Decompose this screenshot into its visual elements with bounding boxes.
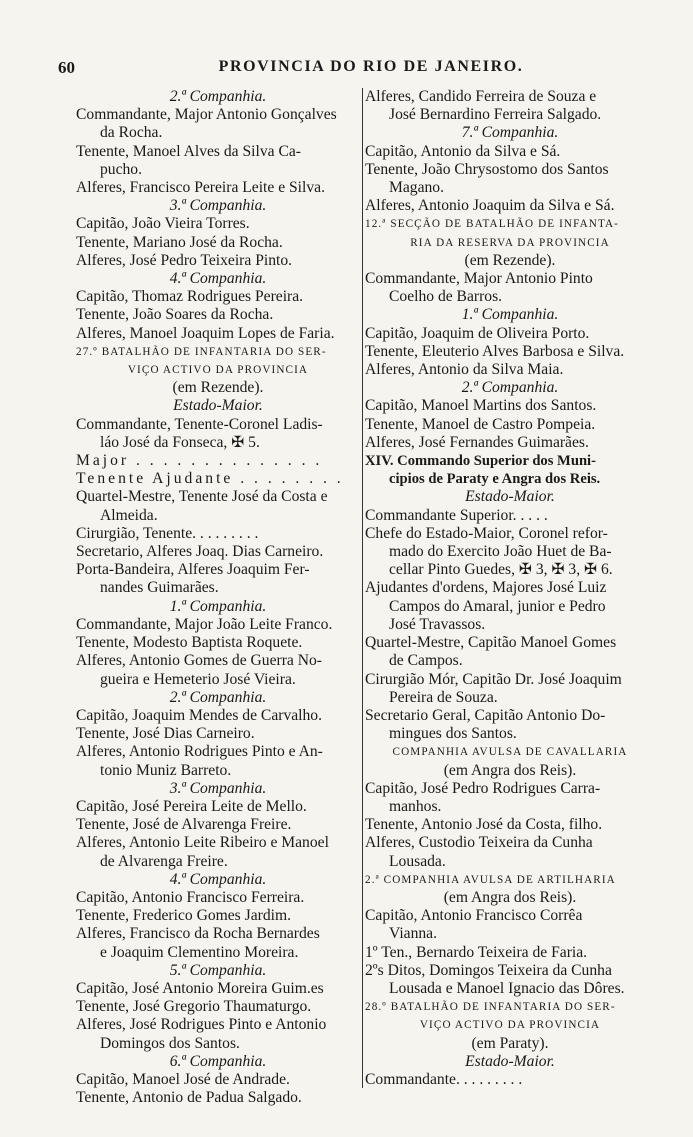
- text-line: Capitão, Antonio Francisco Ferreira.: [76, 888, 305, 906]
- text-line: Alferes, Antonio da Silva Maia.: [365, 361, 564, 379]
- text-line: de Campos.: [389, 652, 463, 670]
- text-line: Pereira de Souza.: [389, 688, 498, 706]
- text-line: Estado-Maior.: [465, 1052, 555, 1070]
- text-line: Capitão, Antonio Francisco Corrêa: [365, 907, 583, 925]
- text-line: Tenente Ajudante . . . . . . . .: [76, 470, 344, 488]
- text-line: Commandante, Major Antonio Pinto: [365, 270, 593, 288]
- text-line: Alferes, José Fernandes Guimarães.: [365, 433, 589, 451]
- text-line: 4.ª Companhia.: [169, 270, 267, 288]
- text-line: Cirurgião Mór, Capitão Dr. José Joaquim: [365, 670, 622, 688]
- text-line: Campos do Amaral, junior e Pedro: [389, 597, 606, 615]
- text-line: Tenente, Antonio José da Costa, filho.: [365, 816, 603, 834]
- text-line: Alferes, Antonio Gomes de Guerra No-: [76, 652, 322, 670]
- text-line: Alferes, José Pedro Teixeira Pinto.: [76, 251, 293, 269]
- text-line: Alferes, Candido Ferreira de Souza e: [365, 88, 597, 105]
- text-line: 3.ª Companhia.: [169, 197, 267, 215]
- text-line: Lousada e Manoel Ignacio das Dôres.: [389, 979, 625, 997]
- text-line: (em Angra dos Reis).: [443, 761, 577, 779]
- text-line: Commandante, Major Antonio Gonçalves: [76, 106, 337, 124]
- text-line: Porta-Bandeira, Alferes Joaquim Fer-: [76, 561, 310, 579]
- text-line: 1.ª Companhia.: [169, 597, 267, 615]
- text-line: (em Paraty).: [471, 1034, 549, 1052]
- text-line: Lousada.: [389, 852, 446, 870]
- text-line: RIA DA RESERVA DA PROVINCIA: [410, 236, 610, 249]
- text-line: láo José da Fonseca, ✠ 5.: [100, 433, 260, 451]
- text-line: 28.º BATALHÃO DE INFANTARIA DO SER-: [365, 1001, 616, 1014]
- text-line: Domingos dos Santos.: [100, 1034, 240, 1052]
- text-line: 1º Ten., Bernardo Teixeira de Faria.: [365, 943, 588, 961]
- text-line: Commandante, Tenente-Coronel Ladis-: [76, 415, 323, 433]
- text-line: Commandante Superior. . . . .: [365, 506, 548, 524]
- text-line: Tenente, José Dias Carneiro.: [76, 725, 255, 743]
- text-line: de Alvarenga Freire.: [100, 852, 228, 870]
- text-line: cellar Pinto Guedes, ✠ 3, ✠ 3, ✠ 6.: [389, 561, 613, 579]
- text-line: (em Rezende).: [464, 251, 556, 269]
- text-line: Alferes, Antonio Leite Ribeiro e Manoel: [76, 834, 329, 852]
- text-line: José Travassos.: [389, 615, 486, 633]
- text-line: VIÇO ACTIVO DA PROVINCIA: [419, 1019, 601, 1032]
- text-line: Secretario Geral, Capitão Antonio Do-: [365, 706, 606, 724]
- text-line: 2.ª Companhia.: [169, 88, 267, 105]
- text-line: Tenente, Antonio de Padua Salgado.: [76, 1089, 302, 1107]
- text-line: 5.ª Companhia.: [169, 961, 267, 979]
- page-header: [58, 58, 654, 84]
- text-line: XIV. Commando Superior dos Muni-: [365, 453, 596, 470]
- text-line: Capitão, Thomaz Rodrigues Pereira.: [76, 288, 304, 306]
- text-line: 2ºs Ditos, Domingos Teixeira da Cunha: [365, 961, 612, 979]
- text-line: Commandante, Major João Leite Franco.: [76, 615, 333, 633]
- text-line: VIÇO ACTIVO DA PROVINCIA: [127, 364, 309, 377]
- text-line: Alferes, Antonio Joaquim da Silva e Sá.: [365, 197, 615, 215]
- text-line: mingues dos Santos.: [389, 725, 517, 743]
- text-line: Tenente, João Soares da Rocha.: [76, 306, 274, 324]
- text-line: Capitão, José Pedro Rodrigues Carra-: [365, 779, 601, 797]
- text-line: Alferes, José Rodrigues Pinto e Antonio: [76, 1016, 327, 1034]
- text-line: manhos.: [389, 797, 442, 815]
- text-line: (em Angra dos Reis).: [443, 888, 577, 906]
- text-line: Tenente, Mariano José da Rocha.: [76, 233, 283, 251]
- text-line: Estado-Maior.: [173, 397, 263, 415]
- text-line: Vianna.: [389, 925, 437, 943]
- column-divider: [362, 88, 363, 1088]
- text-line: Tenente, Manoel de Castro Pompeia.: [365, 415, 596, 433]
- text-line: Magano.: [389, 179, 444, 197]
- text-line: Alferes, Francisco da Rocha Bernardes: [76, 925, 320, 943]
- text-line: 27.º BATALHÃO DE INFANTARIA DO SER-: [76, 345, 327, 358]
- text-line: Capitão, Antonio da Silva e Sá.: [365, 142, 561, 160]
- text-line: 2.ª COMPANHIA AVULSA DE ARTILHARIA: [365, 873, 616, 886]
- text-line: Capitão, João Vieira Torres.: [76, 215, 250, 233]
- text-line: Tenente, Manoel Alves da Silva Ca-: [76, 142, 301, 160]
- text-line: Quartel-Mestre, Tenente José da Costa e: [76, 488, 328, 506]
- text-line: Alferes, Manoel Joaquim Lopes de Faria.: [76, 324, 335, 342]
- text-line: Commandante. . . . . . . . .: [365, 1070, 523, 1088]
- text-line: Cirurgião, Tenente. . . . . . . . .: [76, 524, 259, 542]
- text-line: Secretario, Alferes Joaq. Dias Carneiro.: [76, 543, 324, 561]
- text-line: Quartel-Mestre, Capitão Manoel Gomes: [365, 634, 617, 652]
- text-line: Coelho de Barros.: [389, 288, 503, 306]
- text-line: Tenente, Modesto Baptista Roquete.: [76, 634, 303, 652]
- text-line: COMPANHIA AVULSA DE CAVALLARIA: [392, 746, 628, 759]
- text-line: tonio Muniz Barreto.: [100, 761, 232, 779]
- text-line: pucho.: [100, 160, 143, 178]
- text-line: Capitão, Manoel Martins dos Santos.: [365, 397, 597, 415]
- text-line: Capitão, José Pereira Leite de Mello.: [76, 797, 307, 815]
- text-line: mado do Exercito João Huet de Ba-: [389, 543, 612, 561]
- text-line: 1.ª Companhia.: [461, 306, 559, 324]
- text-line: Tenente, José de Alvarenga Freire.: [76, 816, 292, 834]
- text-line: José Bernardino Ferreira Salgado.: [389, 106, 602, 124]
- text-line: 6.ª Companhia.: [169, 1052, 267, 1070]
- text-line: 3.ª Companhia.: [169, 779, 267, 797]
- text-line: Alferes, Custodio Teixeira da Cunha: [365, 834, 593, 852]
- left-column: [76, 88, 360, 1107]
- text-line: Tenente, Eleuterio Alves Barbosa e Silva.: [365, 342, 625, 360]
- text-line: Capitão, Joaquim Mendes de Carvalho.: [76, 706, 322, 724]
- text-line: Capitão, José Antonio Moreira Guim.es: [76, 979, 324, 997]
- text-line: Estado-Maior.: [465, 488, 555, 506]
- text-line: Major . . . . . . . . . . . . . .: [76, 452, 323, 470]
- text-line: 2.ª Companhia.: [169, 688, 267, 706]
- text-line: Almeida.: [100, 506, 158, 524]
- text-line: 2.ª Companhia.: [461, 379, 559, 397]
- text-line: 4.ª Companhia.: [169, 870, 267, 888]
- text-line: Tenente, João Chrysostomo dos Santos: [365, 160, 609, 178]
- text-line: Ajudantes d'ordens, Majores José Luiz: [365, 579, 607, 597]
- text-line: (em Rezende).: [172, 379, 264, 397]
- text-line: Chefe do Estado-Maior, Coronel refor-: [365, 524, 608, 542]
- text-line: Alferes, Antonio Rodrigues Pinto e An-: [76, 743, 323, 761]
- text-line: Alferes, Francisco Pereira Leite e Silva.: [76, 179, 325, 197]
- text-line: Capitão, Manoel José de Andrade.: [76, 1070, 290, 1088]
- text-line: 7.ª Companhia.: [461, 124, 559, 142]
- text-line: Tenente, Frederico Gomes Jardim.: [76, 907, 291, 925]
- text-line: da Rocha.: [100, 124, 163, 142]
- text-line: Capitão, Joaquim de Oliveira Porto.: [365, 324, 590, 342]
- text-line: gueira e Hemeterio José Vieira.: [100, 670, 296, 688]
- text-line: e Joaquim Clementino Moreira.: [100, 943, 299, 961]
- text-line: nandes Guimarães.: [100, 579, 219, 597]
- text-line: 12.ª SECÇÃO DE BATALHÃO DE INFANTA-: [365, 218, 620, 231]
- right-column: [365, 88, 655, 1089]
- text-line: cipios de Paraty e Angra dos Reis.: [389, 471, 601, 488]
- running-title: PROVINCIA DO RIO DE JANEIRO.: [218, 58, 524, 75]
- text-line: Tenente, José Gregorio Thaumaturgo.: [76, 998, 312, 1016]
- page-number: 60: [58, 58, 75, 77]
